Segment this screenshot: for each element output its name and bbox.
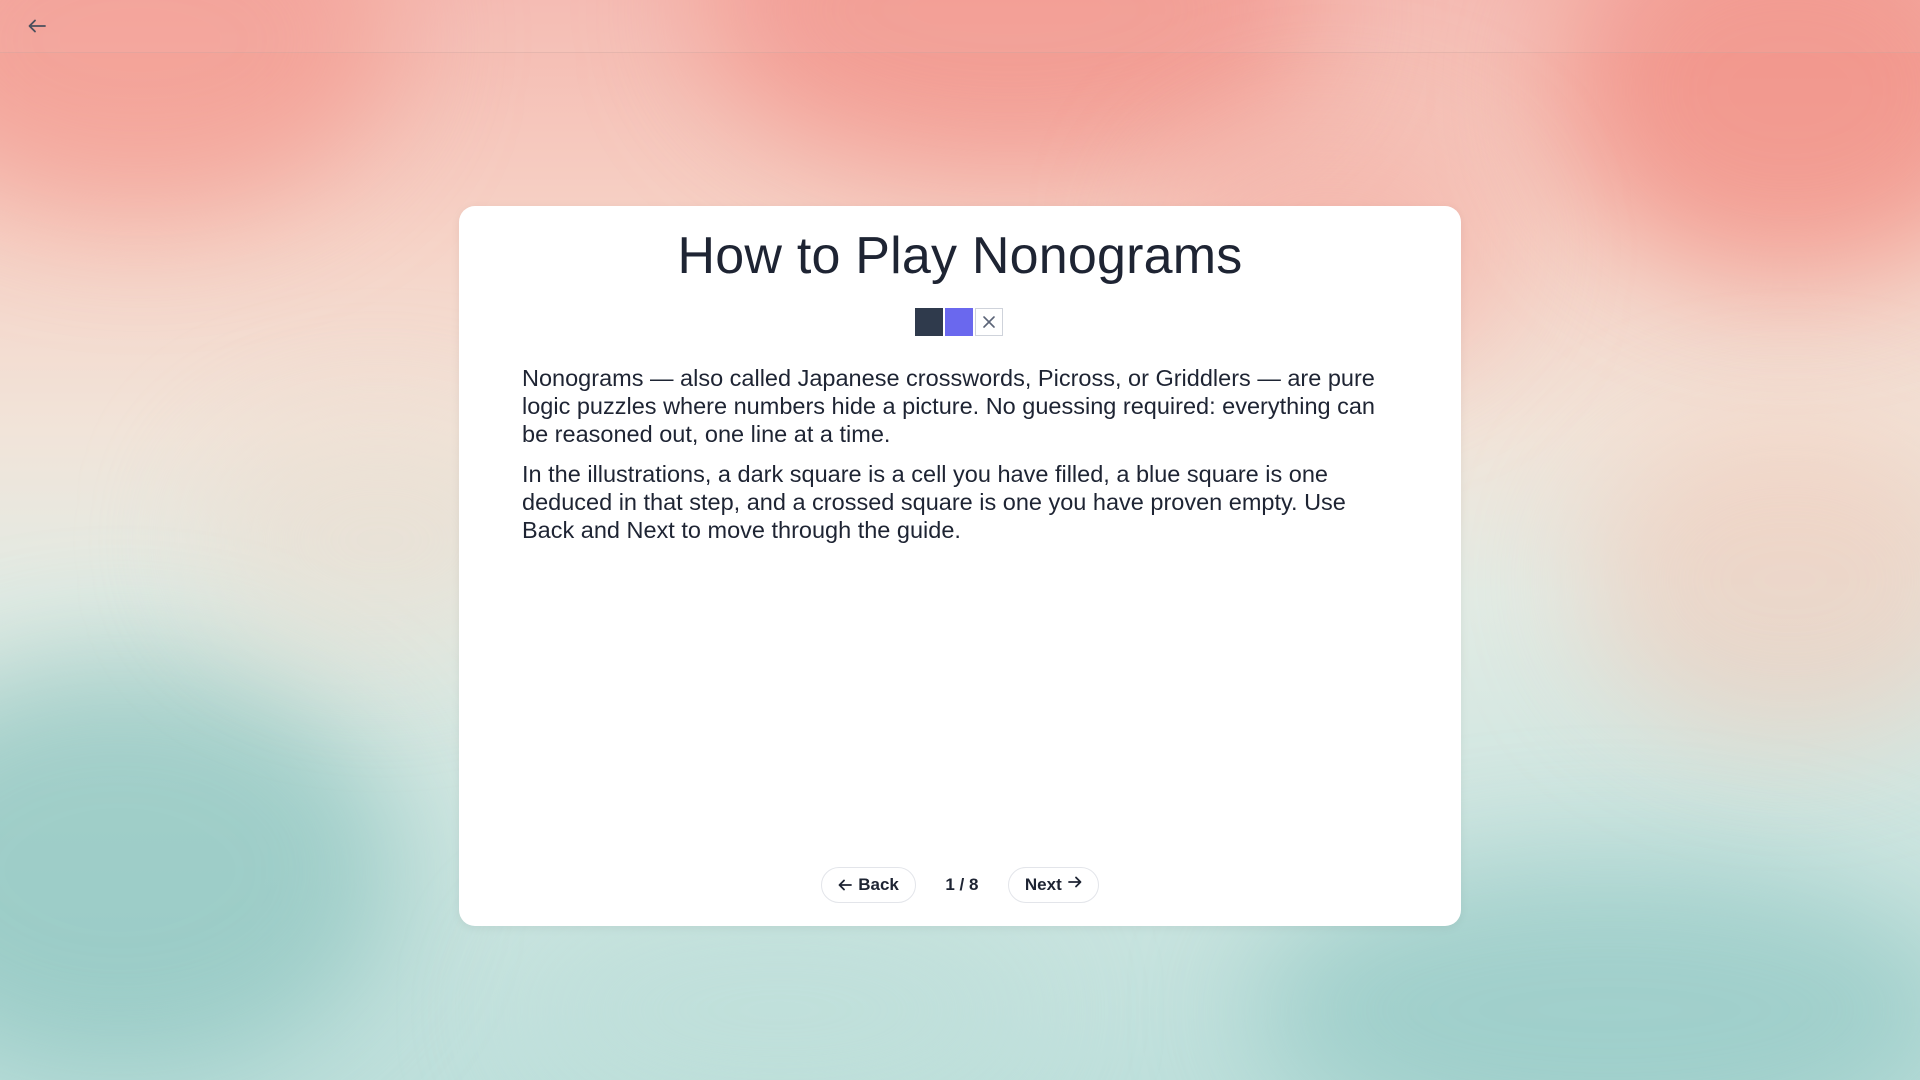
back-button[interactable] [821,867,916,903]
next-button[interactable] [1008,867,1099,903]
guide-body [522,364,1402,556]
arrow-left-icon [28,19,46,33]
intro-paragraph: Nonograms — also called Japanese crosswords, Picross, or Griddlers — are pure logic puzzles where numbers hide a picture. No guessing required: everything can be reasoned out, one line at a time. [522,365,1375,447]
crossed-cell-swatch [975,308,1003,336]
arrow-right-icon [1068,876,1082,888]
x-icon [982,315,996,329]
next-button-label: Next [1024,875,1062,894]
page-title: How to Play Nonograms [677,227,1243,285]
back-navigation-button[interactable] [22,12,52,40]
top-bar [0,0,1920,53]
tutorial-card [459,206,1461,926]
back-button-label: Back [858,875,899,894]
page-indicator: 1 / 8 [945,875,979,894]
filled-cell-swatch [915,308,943,336]
legend-explanation-paragraph: In the illustrations, a dark square is a cell you have filled, a blue square is one deduced in that step, and a crossed square is one you have proven empty. Use Back and Next to move through the guide. [522,461,1346,543]
arrow-left-icon [838,879,852,891]
deduced-cell-swatch [945,308,973,336]
cell-legend [915,308,1003,336]
guide-pagination [459,867,1461,903]
